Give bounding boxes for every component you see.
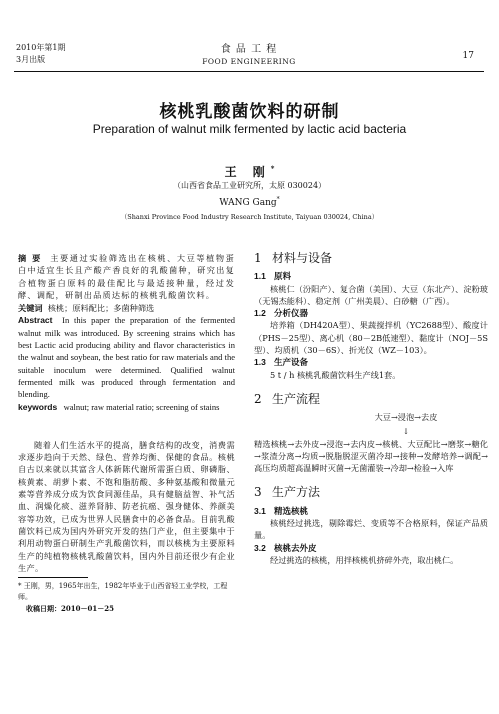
journal-name-en: FOOD ENGINEERING <box>202 57 296 66</box>
section-1-1-text: 核桃仁（汾阳产）、复合菌（美国）、大豆（东北产）、淀粉玻（无锡杰能科）、稳定剂（广州美晨）、白砂糖（广西）。 <box>254 283 488 306</box>
section-1-2-text: 培养箱（DH420A型）、果蔬搅拌机（YC2688型）、酸度计（PHS－25型）、离心机（80－2B低速型）、黏度计（NOJ－5S型）、均质机（30－6S）、折光仪（WZ－103）。 <box>254 320 488 356</box>
abstract-cn-text: 主要通过实验筛选出在核桃、大豆等植物蛋白中适宜生长且产酸产香良好的乳酸菌种，研究出复合植物蛋白原料的最佳配比与最适接种量，经过发酵、调配，研制出品质达标的核桃乳酸菌饮料。 <box>18 253 236 300</box>
author-name: 王 刚 <box>224 165 271 179</box>
keywords-cn <box>18 302 235 314</box>
received-date: 收稿日期：2010－01－25 <box>26 604 114 614</box>
keywords-en-text: walnut; raw material ratio; screening of stains <box>63 401 220 412</box>
author-footnote: * 王刚，男，1965年出生，1982年毕业于山西省轻工业学校，工程师。 <box>18 582 228 602</box>
section-1-1-number: 1.1 <box>254 271 266 282</box>
abstract-cn-label: 摘 要 <box>18 253 42 263</box>
abstract-en-label: Abstract <box>18 315 53 326</box>
author-name-en: WANG Gang <box>219 198 277 208</box>
section-3-title: 生产方法 <box>272 485 321 500</box>
section-1-2-title: 分析仪器 <box>274 308 309 319</box>
section-1-title: 材料与设备 <box>272 251 333 265</box>
section-3-1-heading <box>254 505 488 517</box>
abstract-en <box>18 314 235 400</box>
article-title-cn: 核桃乳酸菌饮料的研制 <box>159 102 340 122</box>
section-1-3-number: 1.3 <box>254 357 266 368</box>
section-3-heading <box>254 486 488 498</box>
flow-down-arrow: ↓ <box>402 425 410 436</box>
issue-month: 3月出版 <box>16 55 46 64</box>
section-1-3-heading <box>254 356 488 368</box>
section-3-2-text: 经过挑选的核桃，用拌核桃机挤碎外壳，取出桃仁。 <box>270 554 459 565</box>
intro-paragraph: 随着人们生活水平的提高，膳食结构的改变，消费需求逐步趋向于天然、绿色、营养均衡、保健的食品。核桃自古以来就以其富含人体新陈代谢所需蛋白质、卵磷脂、核黄素、胡萝卜素、不饱和脂肪酸、多种氨基酸和微量元素等营养成分成为饮食同源佳品，具有健脑益智、补气活血、润燥化痰、滋养肾肺、防老抗癌、强身健体、养颜美容等功效，已成为世界人民膳食中的必备食品。目前乳酸菌饮料已成为国内外研究开发的热门产业，但主要集中于利用动物蛋白研制生产乳酸菌饮料，而以核桃为主要原料生产的纯植物核桃乳酸菌饮料，国内外目前还很少有企业生产。 <box>18 439 235 573</box>
section-3-2-title: 核桃去外皮 <box>274 542 317 553</box>
keywords-en-label: keywords <box>18 401 58 412</box>
abstract-cn <box>18 252 235 301</box>
article-title-en: Preparation of walnut milk fermented by lactic acid bacteria <box>92 122 407 136</box>
process-flow: 精选核桃→去外皮→浸泡→去内皮→核桃、大豆配比→磨浆→糖化→浆渣分离→均质→脱脂脱涩灭菌冷却→接种→发酵培养→调配→高压均质超高温瞬时灭菌→无菌灌装→冷却→检验→入库 <box>254 438 488 474</box>
affiliation-cn: （山西省食品工业研究所，太原 030024） <box>172 181 327 190</box>
section-3-1-text: 核桃经过挑选，剔除霉烂、变质等不合格原料，保证产品质量。 <box>254 518 488 541</box>
section-3-number: 3 <box>254 485 262 500</box>
section-1-3-text: 5 t / h 核桃乳酸菌饮料生产线1套。 <box>270 369 401 380</box>
right-column <box>254 252 488 566</box>
author-en-footnote-mark: * <box>276 196 280 203</box>
journal-name <box>14 40 484 66</box>
section-1-1-heading <box>254 270 488 282</box>
page-number: 17 <box>462 51 474 61</box>
section-1-3-title: 生产设备 <box>274 357 309 368</box>
section-2-heading <box>254 393 488 405</box>
author-footnote-mark: * <box>270 164 275 173</box>
author-en <box>0 196 499 208</box>
section-3-2-number: 3.2 <box>254 542 266 553</box>
flow-soybean: 大豆→浸泡→去皮 <box>374 412 438 423</box>
section-1-1-title: 原料 <box>274 271 292 282</box>
author-cn <box>0 163 499 180</box>
header-rule <box>14 71 484 72</box>
section-1-number: 1 <box>254 251 262 265</box>
keywords-en <box>18 401 235 413</box>
section-3-1-title: 精选核桃 <box>274 505 309 516</box>
section-2-number: 2 <box>254 391 262 406</box>
journal-name-cn: 食 品 工 程 <box>220 44 278 55</box>
section-3-1-number: 3.1 <box>254 505 266 516</box>
abstract-en-text: In this paper the preparation of the fermented walnut milk was introduced. By screening strains which has best Lactic acid producing ability and flavor characteristics in the walnut and soybean, the best ratio for raw materials and the suitable inoculum were determined. Qualified walnut fermented milk was produced through fermentation and blending. <box>18 315 236 400</box>
issue-number: 2010年第1期 <box>16 43 66 52</box>
section-2-title: 生产流程 <box>272 391 321 406</box>
running-header <box>14 40 484 74</box>
section-1-2-heading <box>254 307 488 319</box>
section-1-2-number: 1.2 <box>254 308 266 319</box>
affiliation-en: （Shanxi Province Food Industry Research Institute, Taiyuan 030024, China） <box>120 213 379 221</box>
section-1-heading <box>254 252 488 264</box>
left-column <box>18 252 235 614</box>
keywords-cn-text: 核桃；原料配比；多菌种筛选 <box>47 303 155 314</box>
section-3-2-heading <box>254 542 488 554</box>
keywords-cn-label: 关键词 <box>18 303 43 314</box>
footnote-rule <box>18 577 88 578</box>
